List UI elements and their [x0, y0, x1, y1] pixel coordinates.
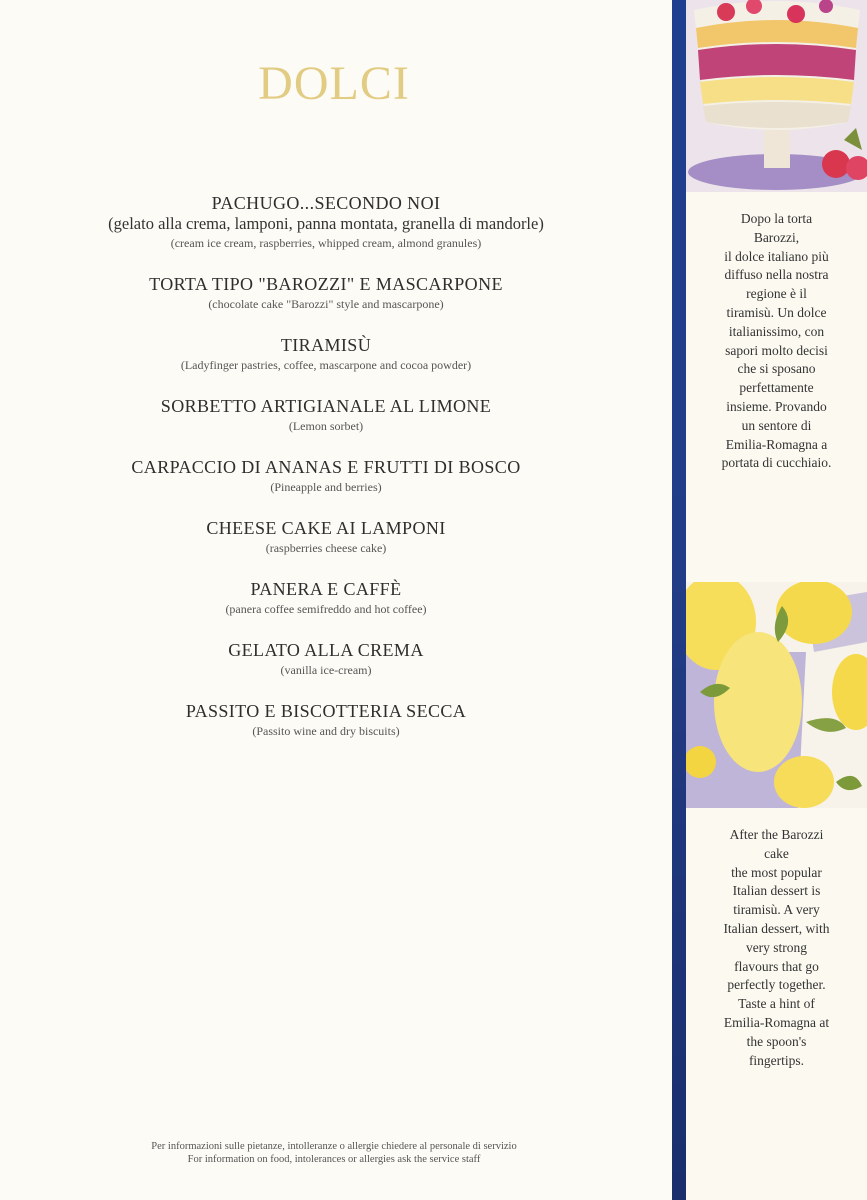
- text-line: Italian dessert is: [732, 883, 821, 899]
- text-line: Italian dessert, with: [723, 920, 830, 936]
- text-line: regione è il: [746, 286, 807, 302]
- footer-line-it: Per informazioni sulle pietanze, intolleranze o allergie chiedere al personale di servizio: [151, 1141, 517, 1152]
- menu-item-name: PASSITO E BISCOTTERIA SECCA: [185, 701, 467, 721]
- text-line: perfettamente: [739, 380, 814, 396]
- menu-item: [0, 273, 652, 313]
- menu-item-name: SORBETTO ARTIGIANALE AL LIMONE: [160, 396, 492, 416]
- text-line: diffuso nella nostra: [724, 267, 829, 283]
- menu-item-description-en: (panera coffee semifreddo and hot coffee): [225, 602, 427, 616]
- tiramisu-description-it: [698, 210, 855, 473]
- menu-item: [0, 578, 652, 618]
- menu-item-description-it: (gelato alla crema, lamponi, panna montata, granella di mandorle): [108, 214, 544, 233]
- menu-item-description-en: (raspberries cheese cake): [265, 541, 387, 555]
- menu-item-name: PANERA E CAFFÈ: [250, 579, 402, 599]
- menu-item-name: TORTA TIPO "BAROZZI" E MASCARPONE: [149, 274, 503, 294]
- menu-item-name: CARPACCIO DI ANANAS E FRUTTI DI BOSCO: [131, 457, 521, 477]
- menu-item: [0, 192, 652, 252]
- text-line: very strong: [745, 939, 808, 955]
- text-line: sapori molto decisi: [725, 342, 828, 358]
- text-line: il dolce italiano più: [724, 248, 829, 264]
- text-line: un sentore di: [741, 417, 812, 433]
- menu-item-description-en: (chocolate cake "Barozzi" style and mascarpone): [208, 297, 444, 311]
- text-line: cake: [764, 845, 789, 861]
- text-line: the most popular: [731, 864, 822, 880]
- menu-item-description-en: (Passito wine and dry biscuits): [252, 724, 400, 738]
- menu-item-description-en: (cream ice cream, raspberries, whipped cream, almond granules): [170, 236, 482, 250]
- menu-item: [0, 517, 652, 557]
- menu-item-name: CHEESE CAKE AI LAMPONI: [206, 518, 446, 538]
- menu-item-name: GELATO ALLA CREMA: [228, 640, 424, 660]
- lemons-illustration: [686, 582, 867, 808]
- text-line: Taste a hint of: [738, 996, 815, 1012]
- footer-line-en: For information on food, intolerances or allergies ask the service staff: [187, 1154, 481, 1165]
- text-line: Emilia-Romagna a: [725, 436, 828, 452]
- tiramisu-description-en: [698, 826, 855, 1070]
- text-line: the spoon's: [746, 1033, 807, 1049]
- menu-item: [0, 639, 652, 679]
- page-title: DOLCI: [258, 57, 410, 110]
- menu-item: [0, 395, 652, 435]
- menu-item-name: PACHUGO...SECONDO NOI: [211, 193, 441, 213]
- text-line: fingertips.: [748, 1052, 805, 1068]
- text-line: tiramisù. Un dolce: [726, 304, 827, 320]
- blue-divider-stripe: [672, 0, 686, 1200]
- text-line: italianissimo, con: [728, 323, 825, 339]
- text-line: Barozzi,: [753, 229, 800, 245]
- sidebar-panel: [686, 0, 867, 1200]
- text-line: After the Barozzi: [729, 827, 824, 842]
- menu-item-name: TIRAMISÙ: [280, 335, 372, 355]
- text-line: che si sposano: [737, 361, 816, 377]
- dessert-menu-list: [0, 192, 652, 761]
- menu-item-description-en: (Pineapple and berries): [270, 480, 382, 494]
- text-line: insieme. Provando: [726, 398, 827, 414]
- text-line: flavours that go: [734, 958, 819, 974]
- menu-item-description-en: (vanilla ice-cream): [280, 663, 372, 677]
- menu-item: [0, 456, 652, 496]
- text-line: portata di cucchiaio.: [721, 455, 832, 471]
- trifle-dessert-illustration: [686, 0, 867, 192]
- menu-item-description-en: (Lemon sorbet): [288, 419, 364, 433]
- text-line: Emilia-Romagna at: [723, 1014, 830, 1030]
- allergy-footer-note: [0, 1140, 668, 1166]
- text-line: perfectly together.: [727, 977, 826, 993]
- menu-item: [0, 334, 652, 374]
- menu-item: [0, 700, 652, 740]
- text-line: tiramisù. A very: [733, 902, 820, 918]
- menu-item-description-en: (Ladyfinger pastries, coffee, mascarpone and cocoa powder): [180, 358, 472, 372]
- text-line: Dopo la torta: [740, 211, 813, 226]
